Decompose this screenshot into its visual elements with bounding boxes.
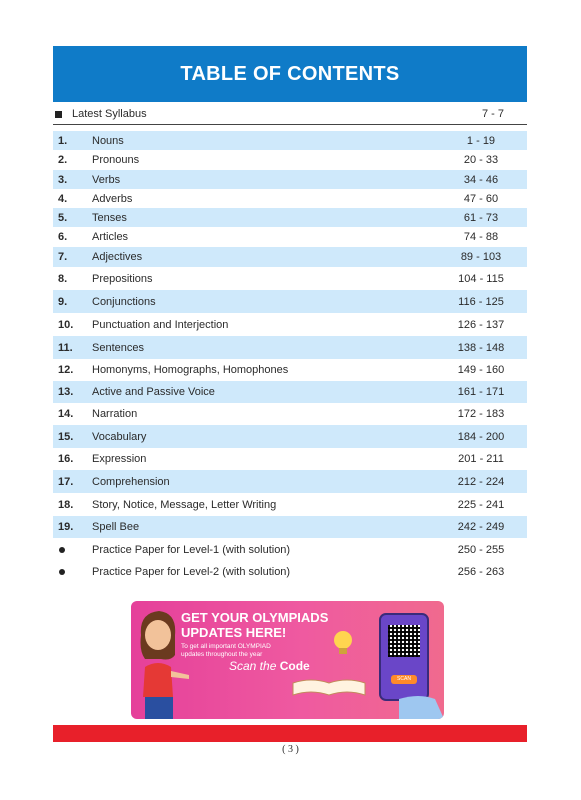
- chapter-pages: 20 - 33: [463, 154, 499, 166]
- toc-row[interactable]: [53, 208, 527, 227]
- chapter-title: Narration: [92, 408, 138, 420]
- chapter-title: Nouns: [92, 134, 124, 147]
- chapter-pages: 161 - 171: [457, 386, 505, 398]
- chapter-number: 3.: [58, 173, 68, 186]
- chapter-number: 1.: [58, 134, 68, 147]
- chapter-number: 19.: [58, 521, 74, 533]
- phone-qr-icon: [379, 613, 429, 701]
- chapter-title: Conjunctions: [92, 295, 156, 308]
- toc-row[interactable]: [53, 493, 527, 516]
- chapter-pages: 172 - 183: [457, 408, 505, 420]
- toc-row[interactable]: [53, 336, 527, 359]
- chapter-title: Vocabulary: [92, 430, 147, 443]
- chapter-title: Pronouns: [92, 154, 140, 166]
- toc-row[interactable]: [53, 170, 527, 189]
- toc-header: [53, 46, 527, 102]
- chapter-number: 14.: [58, 408, 74, 420]
- chapter-number: 7.: [58, 251, 68, 263]
- chapter-pages: 34 - 46: [463, 173, 499, 186]
- chapter-number: 10.: [58, 318, 74, 331]
- footer-bar: [53, 725, 527, 742]
- chapter-number: 2.: [58, 154, 68, 166]
- practice-paper-pages: 256 - 263: [457, 566, 505, 578]
- bullet-icon: [59, 547, 65, 553]
- scan-the-code-text: Scan the Code: [229, 659, 310, 673]
- olympiad-updates-banner[interactable]: [131, 601, 444, 719]
- qr-code-icon[interactable]: [388, 625, 420, 657]
- chapter-pages: 104 - 115: [458, 272, 504, 285]
- banner-subtext: To get all important OLYMPIAD updates throughout the year: [181, 643, 271, 658]
- chapter-title: Homonyms, Homographs, Homophones: [92, 364, 289, 376]
- chapter-number: 5.: [58, 211, 68, 224]
- chapter-pages: 201 - 211: [458, 453, 504, 465]
- scan-button[interactable]: SCAN: [391, 675, 417, 684]
- practice-paper-row[interactable]: [53, 561, 527, 583]
- chapter-pages: 184 - 200: [457, 430, 505, 443]
- syllabus-title: Latest Syllabus: [72, 108, 147, 120]
- chapter-number: 12.: [58, 364, 74, 376]
- chapter-pages: 225 - 241: [457, 498, 505, 511]
- toc-row[interactable]: [53, 267, 527, 290]
- page-title: TABLE OF CONTENTS: [180, 62, 400, 85]
- banner-heading: GET YOUR OLYMPIADS UPDATES HERE!: [181, 610, 329, 640]
- chapter-number: 18.: [58, 498, 74, 511]
- chapter-title: Articles: [92, 231, 129, 243]
- chapter-pages: 47 - 60: [463, 192, 499, 205]
- chapter-number: 8.: [58, 272, 68, 285]
- toc-row[interactable]: [53, 247, 527, 267]
- chapter-number: 13.: [58, 386, 74, 398]
- chapter-number: 15.: [58, 430, 74, 443]
- chapter-number: 9.: [58, 295, 68, 308]
- toc-row[interactable]: [53, 516, 527, 538]
- practice-paper-pages: 250 - 255: [457, 543, 505, 556]
- chapter-number: 6.: [58, 231, 68, 243]
- toc-row[interactable]: [53, 403, 527, 425]
- chapter-number: 4.: [58, 192, 68, 205]
- toc-row[interactable]: [53, 448, 527, 470]
- chapter-title: Comprehension: [92, 475, 170, 488]
- page-number: ( 3 ): [282, 744, 299, 755]
- chapter-number: 16.: [58, 453, 74, 465]
- chapter-title: Adjectives: [92, 251, 143, 263]
- practice-paper-row[interactable]: [53, 538, 527, 561]
- chapter-title: Verbs: [92, 173, 121, 186]
- chapter-pages: 74 - 88: [463, 231, 499, 243]
- syllabus-pages: 7 - 7: [481, 108, 504, 120]
- square-bullet-icon: [55, 111, 62, 118]
- chapter-title: Spell Bee: [92, 521, 140, 533]
- hand-icon: [399, 689, 444, 719]
- chapter-pages: 149 - 160: [457, 364, 505, 376]
- toc-row[interactable]: [53, 131, 527, 150]
- chapter-pages: 1 - 19: [466, 134, 496, 147]
- toc-row[interactable]: [53, 290, 527, 313]
- toc-row[interactable]: [53, 313, 527, 336]
- toc-row[interactable]: [53, 189, 527, 208]
- toc-list: [53, 131, 527, 583]
- chapter-title: Punctuation and Interjection: [92, 318, 229, 331]
- syllabus-row: [53, 104, 527, 125]
- toc-row[interactable]: [53, 150, 527, 170]
- practice-paper-title: Practice Paper for Level-2 (with solution): [92, 566, 291, 578]
- toc-row[interactable]: [53, 470, 527, 493]
- toc-row[interactable]: [53, 381, 527, 403]
- bullet-icon: [59, 569, 65, 575]
- chapter-pages: 138 - 148: [457, 341, 505, 354]
- chapter-title: Story, Notice, Message, Letter Writing: [92, 498, 277, 511]
- lightbulb-icon: [331, 629, 355, 659]
- chapter-title: Tenses: [92, 211, 127, 224]
- toc-row[interactable]: [53, 425, 527, 448]
- practice-paper-title: Practice Paper for Level-1 (with solution): [92, 543, 291, 556]
- chapter-title: Sentences: [92, 341, 144, 354]
- chapter-pages: 212 - 224: [457, 475, 505, 488]
- toc-row[interactable]: [53, 359, 527, 381]
- open-book-icon: [291, 677, 367, 697]
- chapter-title: Adverbs: [92, 192, 133, 205]
- chapter-number: 17.: [58, 475, 74, 488]
- chapter-pages: 126 - 137: [457, 318, 505, 331]
- chapter-title: Prepositions: [92, 272, 153, 285]
- toc-row[interactable]: [53, 227, 527, 247]
- chapter-pages: 242 - 249: [457, 521, 505, 533]
- chapter-pages: 61 - 73: [463, 211, 499, 224]
- chapter-pages: 116 - 125: [458, 295, 504, 308]
- chapter-pages: 89 - 103: [460, 251, 502, 263]
- chapter-number: 11.: [58, 341, 73, 354]
- chapter-title: Expression: [92, 453, 147, 465]
- chapter-title: Active and Passive Voice: [92, 386, 215, 398]
